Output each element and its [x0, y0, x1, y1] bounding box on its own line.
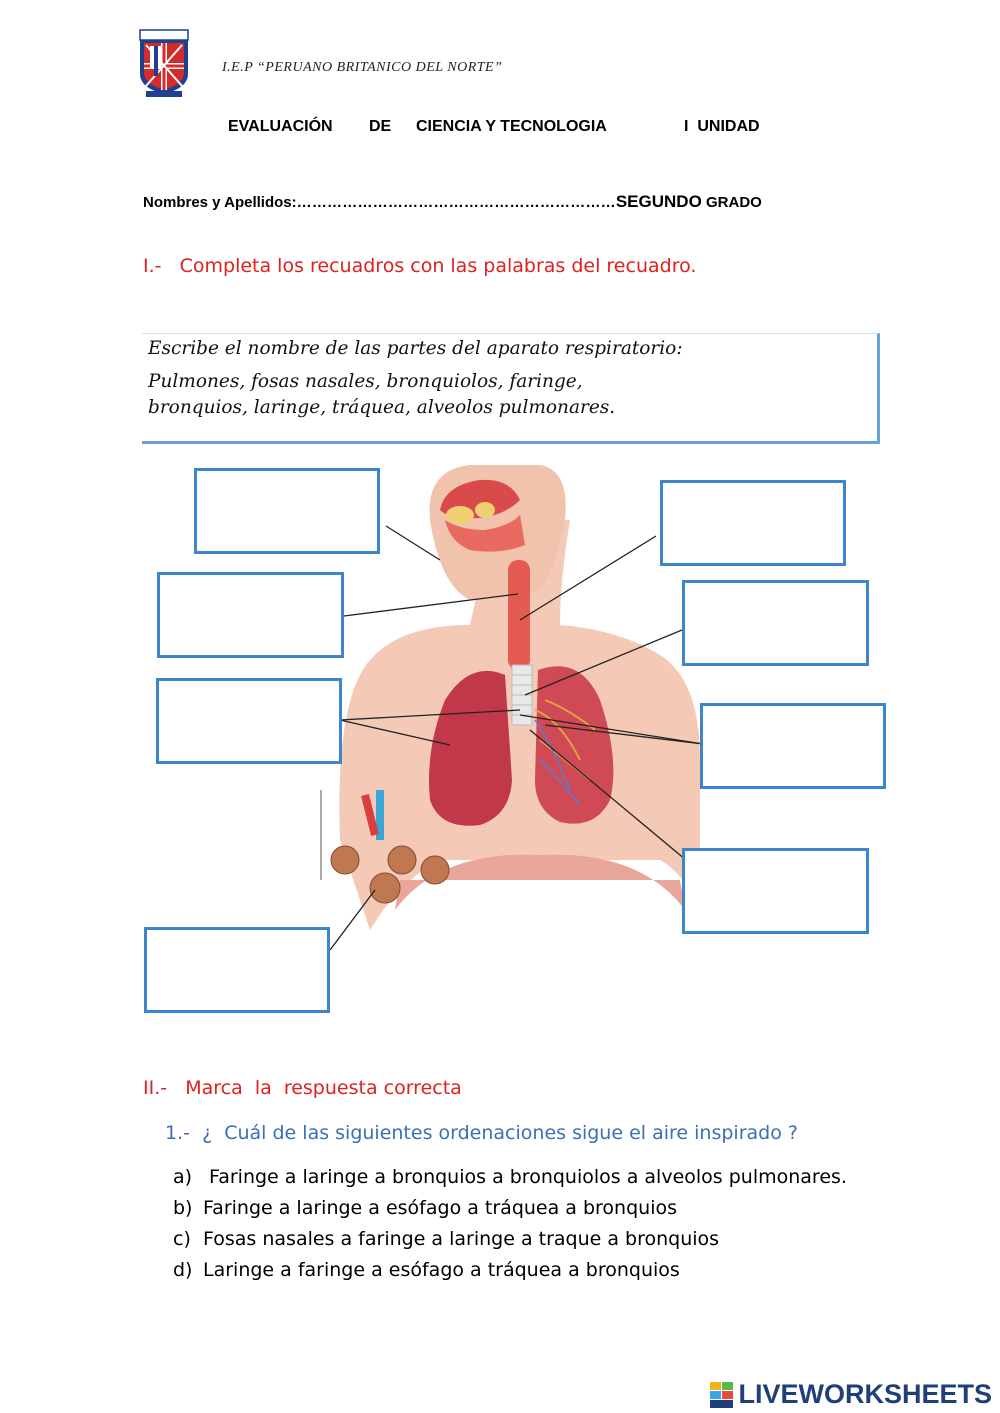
option-b-letter: b): [173, 1197, 193, 1219]
word-bank-box: [142, 333, 880, 444]
question-1: 1.- ¿ Cuál de las siguientes ordenaciones sigue el aire inspirado ?: [165, 1122, 798, 1144]
exam-title-unit: I UNIDAD: [684, 118, 760, 135]
option-b-text: Faringe a laringe a esófago a tráquea a bronquios: [203, 1197, 677, 1219]
option-c-letter: c): [173, 1228, 191, 1250]
word-bank-line-2: Pulmones, fosas nasales, bronquiolos, faringe,: [148, 371, 583, 392]
section-1-title: I.- Completa los recuadros con las palabras del recuadro.: [143, 255, 697, 277]
option-c-text: Fosas nasales a faringe a laringe a traque a bronquios: [203, 1228, 720, 1250]
option-a-text: Faringe a laringe a bronquios a bronquiolos a alveolos pulmonares.: [203, 1166, 847, 1188]
name-label: Nombres y Apellidos:: [143, 194, 297, 211]
label-box-bronchioles[interactable]: [682, 848, 869, 934]
option-a[interactable]: [173, 1166, 847, 1188]
word-bank-line-3: bronquios, laringe, tráquea, alveolos pulmonares.: [148, 397, 616, 418]
section-2-title: II.- Marca la respuesta correcta: [143, 1077, 462, 1099]
exam-title-evaluacion: EVALUACIÓN: [228, 118, 333, 135]
label-box-larynx[interactable]: [660, 480, 846, 566]
school-name: I.E.P “PERUANO BRITANICO DEL NORTE”: [222, 60, 503, 75]
option-b[interactable]: [173, 1197, 677, 1219]
name-blank[interactable]: ………………………………………………………: [296, 194, 616, 211]
label-box-alveoli[interactable]: [144, 927, 330, 1013]
option-d-text: Laringe a faringe a esófago a tráquea a bronquios: [203, 1259, 680, 1281]
exam-title-de: DE: [369, 118, 392, 135]
label-box-bronchi[interactable]: [700, 703, 886, 789]
liveworksheets-logo-icon: [710, 1382, 734, 1408]
option-a-letter: a): [173, 1166, 193, 1188]
label-box-pharynx[interactable]: [157, 572, 344, 658]
brand-name: LIVEWORKSHEETS: [738, 1379, 992, 1409]
student-name-line: [143, 192, 943, 212]
option-c[interactable]: [173, 1228, 719, 1250]
label-box-lungs[interactable]: [156, 678, 342, 764]
option-d[interactable]: [173, 1259, 680, 1281]
liveworksheets-brand: [710, 1379, 992, 1410]
grade-word: GRADO: [705, 194, 762, 211]
option-d-letter: d): [173, 1259, 193, 1281]
label-box-nasal-cavity[interactable]: [194, 468, 380, 554]
school-crest-logo: [134, 28, 194, 98]
word-bank-line-1: Escribe el nombre de las partes del aparato respiratorio:: [148, 338, 683, 359]
exam-title-subject: CIENCIA Y TECNOLOGIA: [416, 118, 607, 135]
grade-level: SEGUNDO: [615, 192, 702, 211]
label-box-trachea[interactable]: [682, 580, 869, 666]
